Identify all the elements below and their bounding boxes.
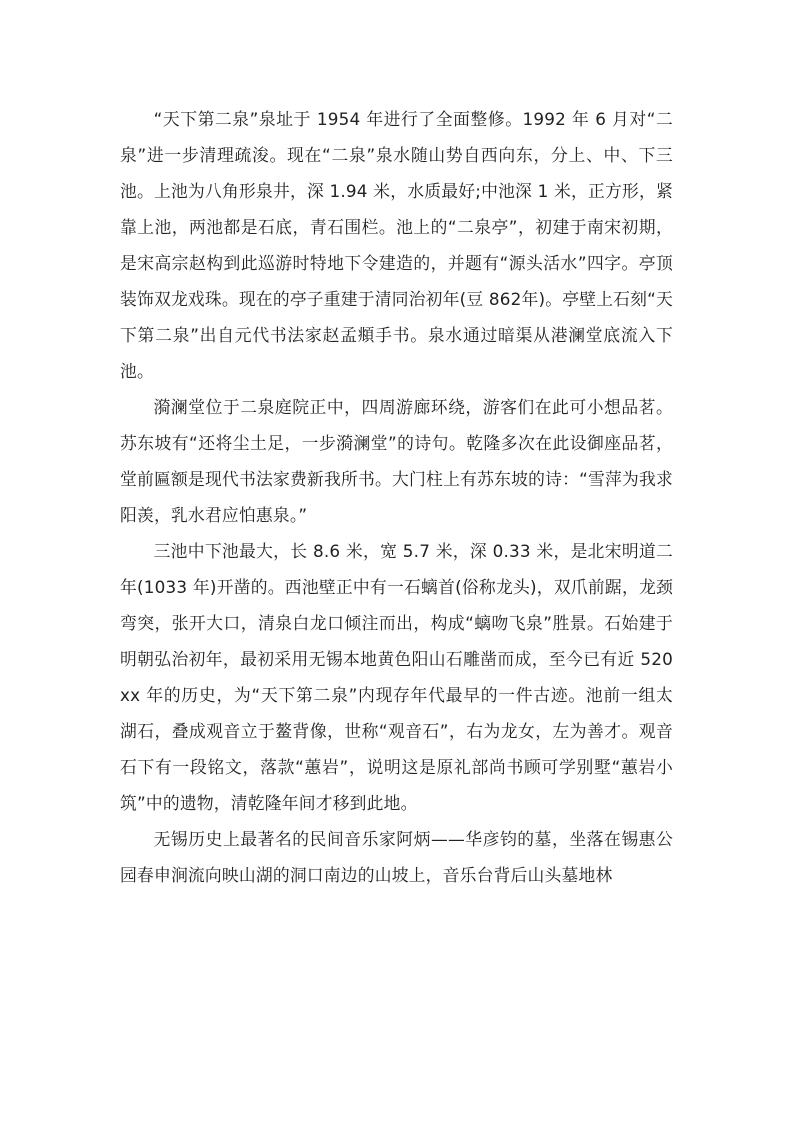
paragraph-yilan-hall: 漪澜堂位于二泉庭院正中，四周游廊环绕，游客们在此可小想品茗。苏东坡有“还将尘土足，一步漪澜堂”的诗句。乾隆多次在此设御座品茗，堂前匾额是现代书法家费新我所书。大门柱上有苏东坡的诗：“雪萍为我求阳羡，乳水君应怕惠泉。” xyxy=(120,397,673,525)
document-body xyxy=(120,101,673,893)
paragraph-erquan-history: “天下第二泉”泉址于 1954 年进行了全面整修。1992 年 6 月对“二泉”进一步清理疏浚。现在“二泉”泉水随山势自西向东，分上、中、下三池。上池为八角形泉井，深 1.94 米，水质最好;中池深 1 米，正方形，紧靠上池，两池都是石底，青石围栏。池上的“二泉亭”，初建于南宋初期，是宋高宗赵构到此巡游时特地下令建造的，并题有“源头活水”四字。亭顶装饰双龙戏珠。现在的亭子重建于清同治初年(豆 862年)。亭壁上石刻“天下第二泉”出自元代书法家赵孟頫手书。泉水通过暗渠从港澜堂底流入下池。 xyxy=(120,109,674,381)
paragraph-abing-tomb: 无锡历史上最著名的民间音乐家阿炳——华彦钧的墓，坐落在锡惠公园春申涧流向映山湖的洞口南边的山坡上，音乐台背后山头墓地林 xyxy=(120,829,673,885)
paragraph-lower-pool: 三池中下池最大，长 8.6 米，宽 5.7 米，深 0.33 米，是北宋明道二年(1033 年)开凿的。西池壁正中有一石螭首(俗称龙头)，双爪前踞，龙颈弯突，张开大口，清泉白龙口倾注而出，构成“螭吻飞泉”胜景。石始建于明朝弘治初年，最初采用无锡本地黄色阳山石雕凿而成，至今已有近 520xx 年的历史，为“天下第二泉”内现存年代最早的一件古迹。池前一组太湖石，叠成观音立于鳌背像，世称“观音石”，右为龙女，左为善才。观音石下有一段铭文，落款“蕙岩”，说明这是原礼部尚书顾可学别墅“蕙岩小筑”中的遗物，清乾隆年间才移到此地。 xyxy=(120,541,673,813)
